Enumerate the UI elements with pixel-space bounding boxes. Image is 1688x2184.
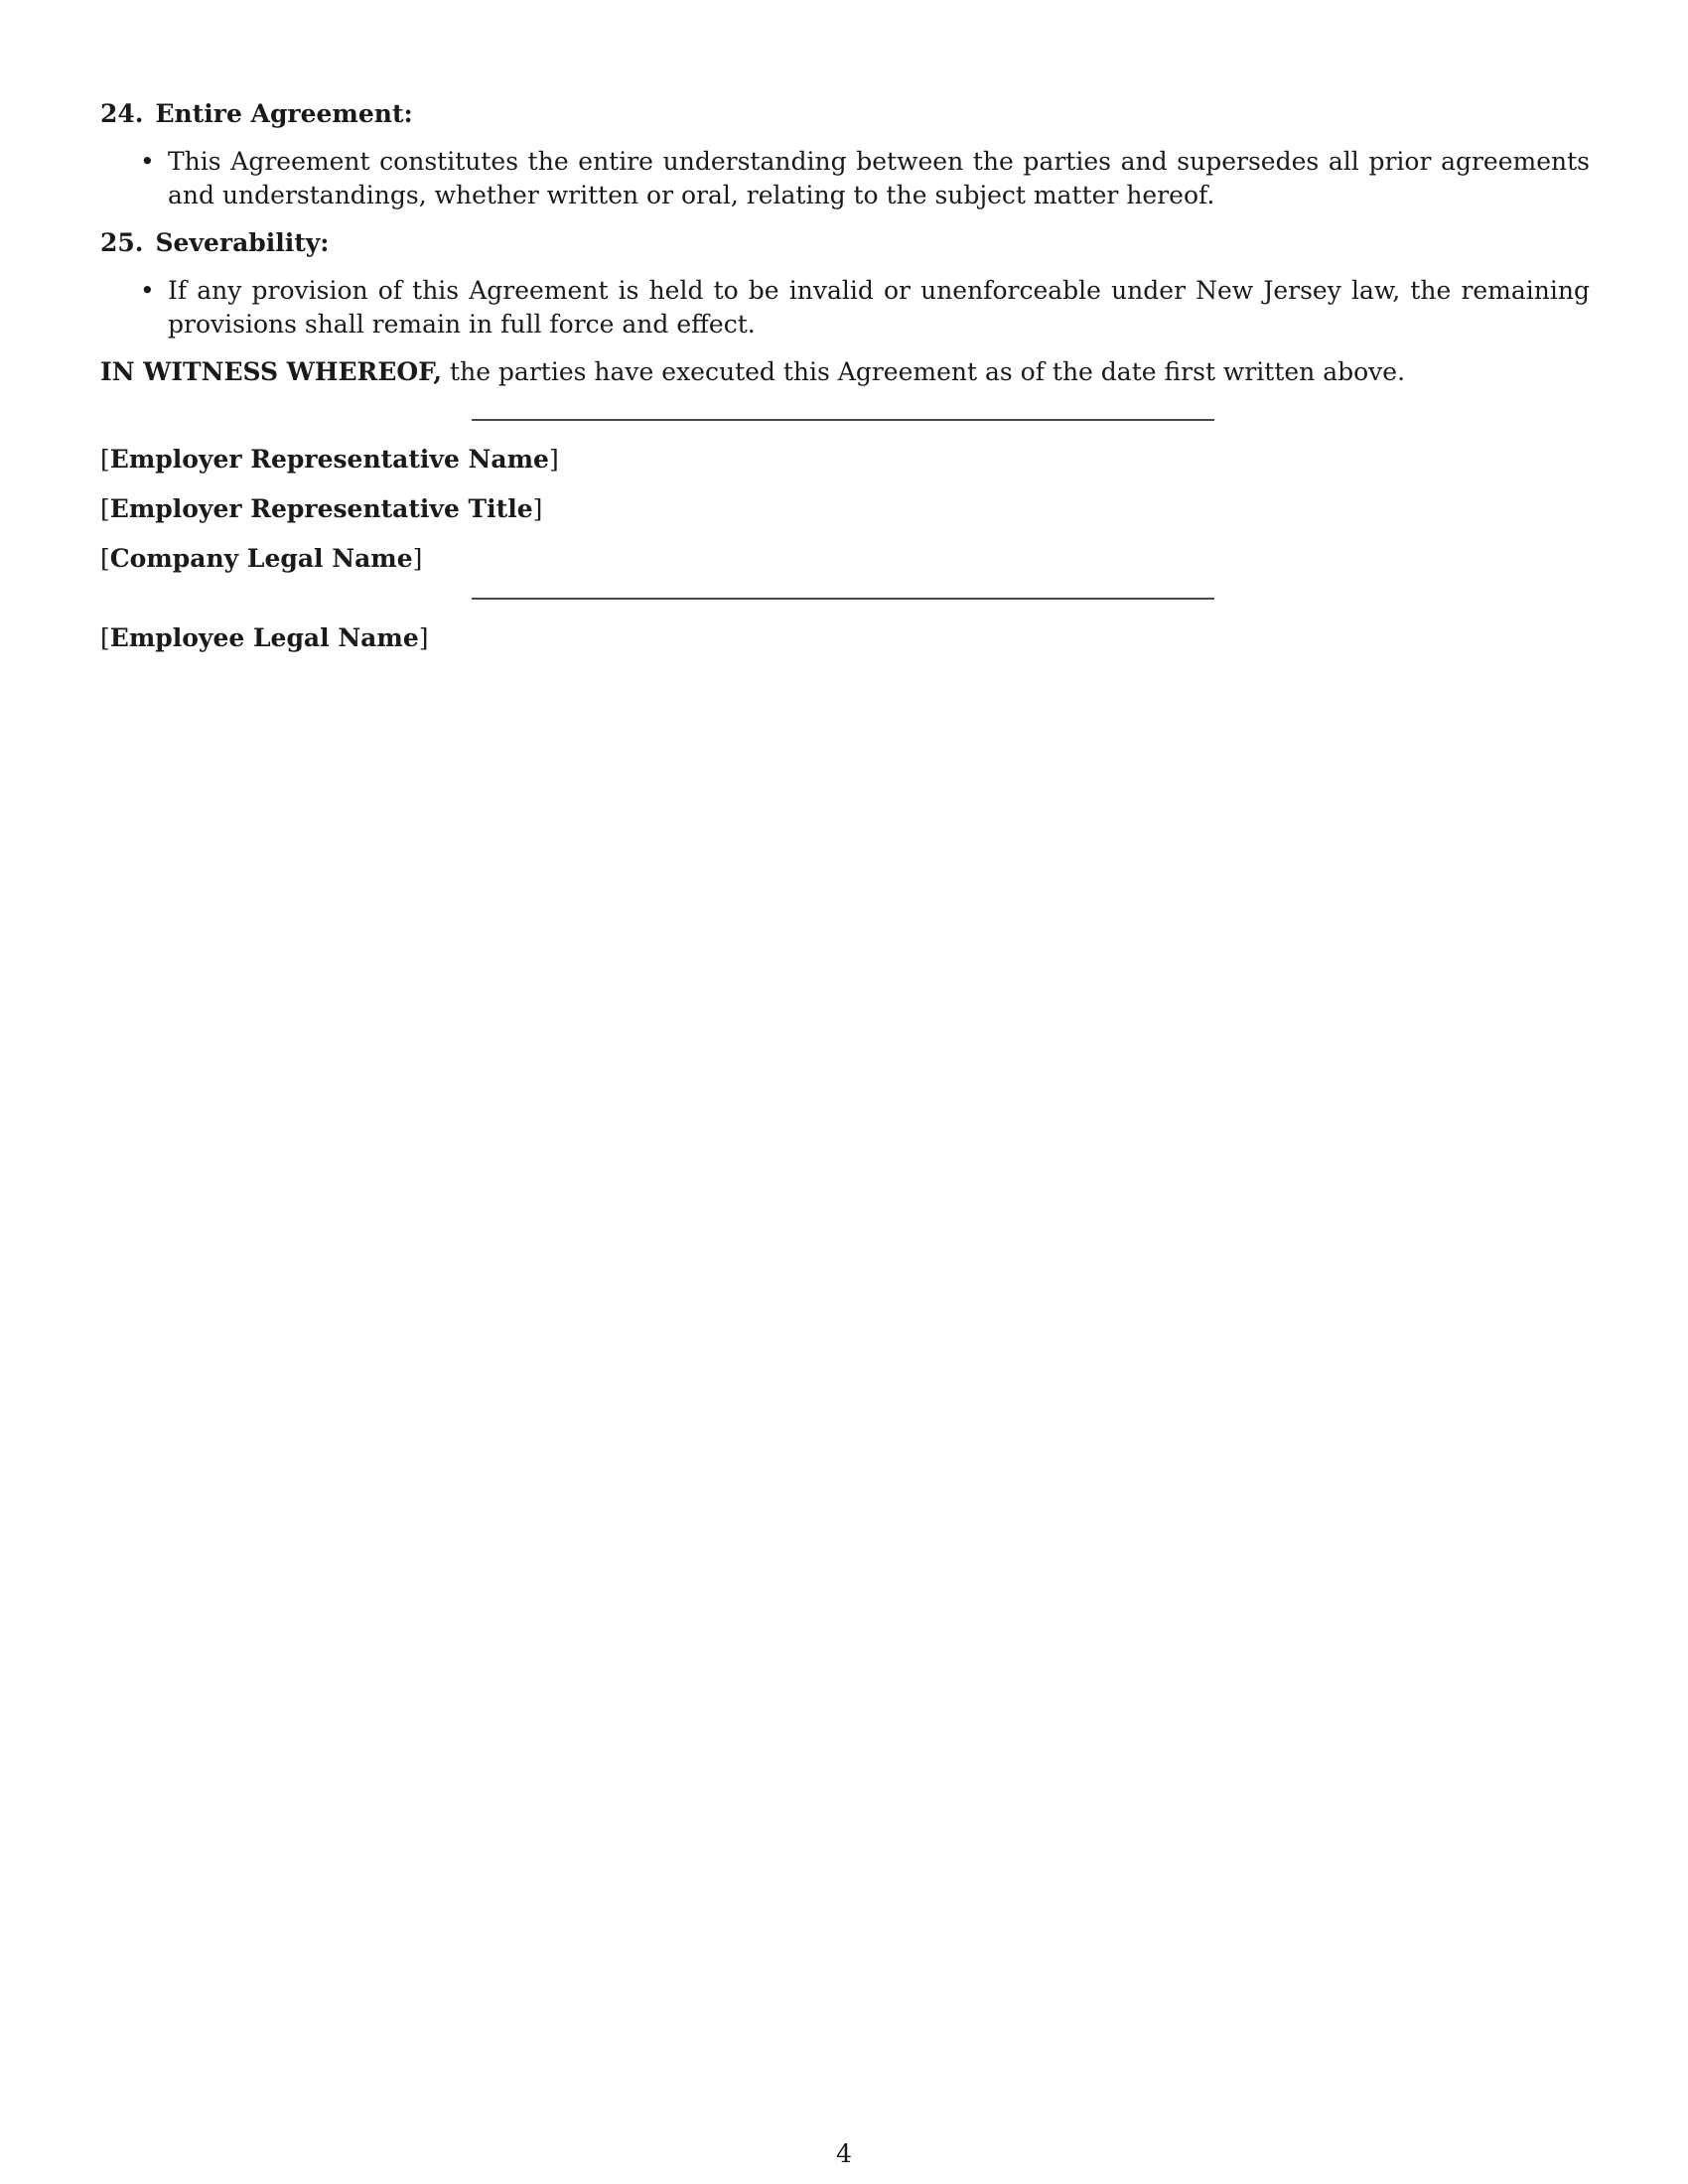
section-heading	[100, 226, 1590, 260]
employer-rep-name: [Employer Representative Name]	[100, 445, 559, 474]
section-title: Severability:	[155, 228, 330, 257]
section-title: Entire Agreement:	[155, 99, 413, 128]
page-number: 4	[836, 2139, 852, 2168]
bullet-list	[100, 274, 1590, 341]
document-page	[100, 97, 1590, 655]
company-legal-name: [Company Legal Name]	[100, 544, 423, 573]
bullet-icon: •	[140, 147, 155, 176]
witness-text: the parties have executed this Agreement as of the date first written above.	[442, 357, 1406, 386]
section-entire-agreement	[100, 97, 1590, 212]
employee-signature-line	[472, 598, 1214, 600]
employer-signature-line	[472, 419, 1214, 421]
bullet-text: This Agreement constitutes the entire understanding between the parties and supersedes all prior agreements and understandings, whether written or oral, relating to the subject matter hereof.	[168, 147, 1590, 209]
employer-rep-title: [Employer Representative Title]	[100, 494, 543, 523]
bullet-list	[100, 145, 1590, 212]
witness-clause	[100, 355, 1590, 389]
bullet-item	[100, 145, 1590, 212]
section-number: 24.	[100, 99, 144, 128]
section-severability	[100, 226, 1590, 341]
witness-lead: IN WITNESS WHEREOF,	[100, 357, 443, 386]
section-number: 25.	[100, 228, 144, 257]
bullet-icon: •	[140, 276, 155, 305]
bullet-text: If any provision of this Agreement is held to be invalid or unenforceable under New Jersey law, the remaining provisions shall remain in full force and effect.	[168, 276, 1590, 339]
employee-legal-name: [Employee Legal Name]	[100, 623, 429, 652]
section-heading	[100, 97, 1590, 131]
bullet-item	[100, 274, 1590, 341]
